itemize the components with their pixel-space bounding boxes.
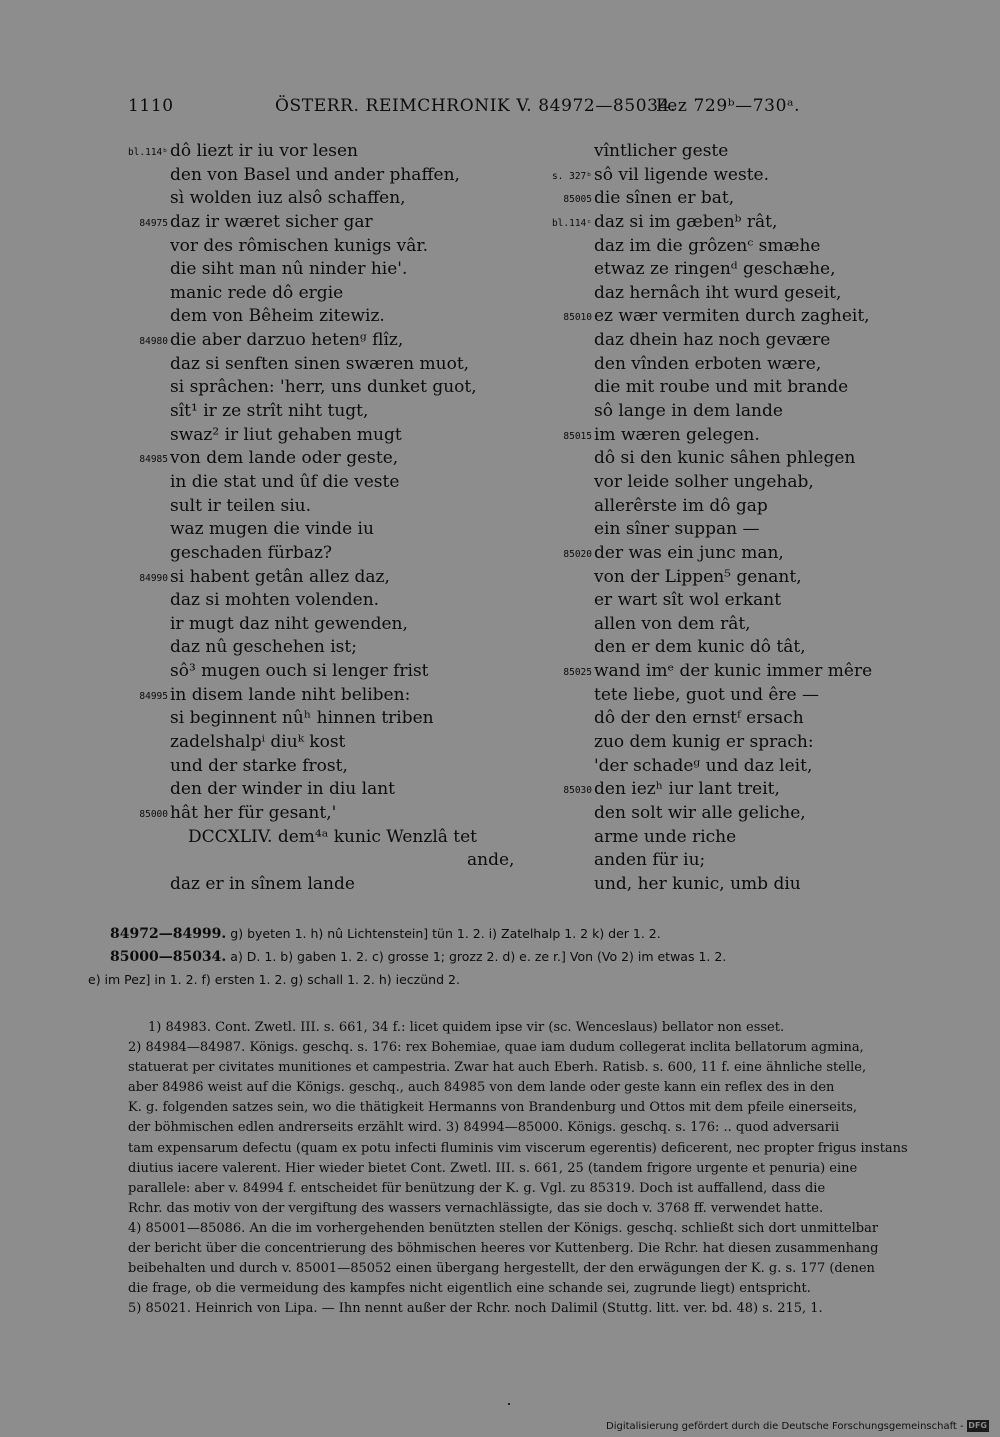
footnote-line: parallele: aber v. 84994 f. entscheidet für benützung der K. g. Vgl. zu 85319. Doch ist auffallend, dass die <box>128 1180 826 1196</box>
verse-line <box>80 258 550 282</box>
verse-text: daz si mohten volenden. <box>170 590 380 611</box>
verse-line <box>520 258 940 282</box>
verse-text: dô der den ernstᶠ ersach <box>594 708 804 729</box>
verse-text: vor leide solher ungehab, <box>594 471 814 492</box>
verse-text: den von Basel und ander phaffen, <box>170 164 460 185</box>
verse-line <box>80 353 550 377</box>
footnote-line: 2) 84984—84987. Königs. geschq. s. 176: rex Bohemiae, quae iam dudum collegerat inclita bellatorum agmina, <box>128 1040 864 1056</box>
verse-line <box>520 400 940 424</box>
footnote-line: beibehalten und durch v. 85001—85052 einen übergang hergestellt, der den erwägungen der K. g. s. 177 (denen <box>128 1261 875 1277</box>
footnote-line: der böhmischen edlen andrerseits erzählt wird. 3) 84994—85000. Königs. geschq. s. 176: .. quod adversarii <box>128 1120 840 1136</box>
verse-line <box>520 353 940 377</box>
verse-line <box>80 376 550 400</box>
verse-text: allen von dem rât, <box>594 613 751 634</box>
verse-line <box>520 566 940 590</box>
verse-line <box>80 518 550 542</box>
verse-line <box>520 282 940 306</box>
verse-line <box>520 802 940 826</box>
verse-text: swaz² ir liut gehaben mugt <box>170 424 402 445</box>
verse-text: daz im die grôzenᶜ smæhe <box>594 235 821 256</box>
verse-text: sô lange in dem lande <box>594 401 783 422</box>
verse-text: si beginnent nûʰ hinnen triben <box>170 708 434 729</box>
verse-text: sì wolden iuz alsô schaffen, <box>170 188 406 209</box>
verse-text: von dem lande oder geste, <box>170 448 399 469</box>
variant-range: 84972—84999. <box>110 926 227 942</box>
footnote-line: 1) 84983. Cont. Zwetl. III. s. 661, 34 f.: licet quidem ipse vir (sc. Wenceslaus) bellator non esset. <box>148 1020 785 1035</box>
page-number: 1110 <box>128 96 174 116</box>
verse-text: vor des rômischen kunigs vâr. <box>170 235 429 256</box>
verse-text: dem von Bêheim zitewiz. <box>170 306 385 327</box>
verse-text: den vînden erboten wære, <box>594 353 822 374</box>
verse-line <box>520 140 940 164</box>
verse-line <box>520 376 940 400</box>
verse-text: den solt wir alle geliche, <box>594 802 806 823</box>
verse-text: si habent getân allez daz, <box>170 566 390 587</box>
verse-line <box>80 329 550 353</box>
line-marker: 84975 <box>139 217 168 229</box>
left-verse-column <box>80 140 550 897</box>
verse-line <box>80 873 550 897</box>
verse-line <box>520 164 940 188</box>
verse-line <box>80 707 550 731</box>
verse-line <box>80 424 550 448</box>
footnote-line: Rchr. das motiv von der vergiftung des wassers vernachlässigte, das sie doch v. 3768 ff. verwendet hatte. <box>128 1200 824 1216</box>
verse-line <box>80 613 550 637</box>
verse-line <box>80 778 550 802</box>
variant-range: 85000—85034. <box>110 949 227 965</box>
line-marker: 85015 <box>563 430 592 442</box>
verse-text: sô vil ligende weste. <box>594 164 769 185</box>
verse-line <box>520 873 940 897</box>
verse-line <box>520 849 940 873</box>
verse-text: in disem lande niht beliben: <box>170 684 411 705</box>
verse-line <box>80 802 550 826</box>
verse-line <box>80 447 550 471</box>
footnote-line: tam expensarum defectu (quam ex potu infecti fluminis vim viscerum egerentis) deficerent, nec propter frigus instans <box>128 1140 908 1156</box>
verse-text: und, her kunic, umb diu <box>594 873 801 894</box>
verse-line <box>520 211 940 235</box>
line-marker: s. 327ᵇ <box>551 170 592 182</box>
verse-line <box>80 187 550 211</box>
verse-line <box>520 187 940 211</box>
verse-text: den er dem kunic dô tât, <box>594 637 806 658</box>
verse-text: dô si den kunic sâhen phlegen <box>594 448 856 469</box>
line-marker: 84980 <box>139 336 168 348</box>
verse-text: die mit roube und mit brande <box>594 377 849 398</box>
verse-text: arme unde riche <box>594 826 737 847</box>
verse-text: und der starke frost, <box>170 755 348 776</box>
line-marker: 85030 <box>563 785 592 797</box>
verse-line <box>80 164 550 188</box>
verse-line <box>520 778 940 802</box>
line-marker: 85005 <box>563 194 592 206</box>
footnote-line: K. g. folgenden satzes sein, wo die thätigkeit Hermanns von Brandenburg und Ottos mit dem pfeile einerseits, <box>128 1100 858 1116</box>
variant-readings <box>88 922 960 991</box>
verse-line <box>80 400 550 424</box>
variant-text: a) D. 1. b) gaben 1. 2. c) grosse 1; grozz 2. d) e. ze r.] Von (Vo 2) im etwas 1. 2. <box>230 949 727 964</box>
verse-text: geschaden fürbaz? <box>170 542 333 563</box>
verse-text: waz mugen die vinde iu <box>170 519 374 540</box>
verse-text: etwaz ze ringenᵈ geschæhe, <box>594 259 836 280</box>
verse-line <box>520 542 940 566</box>
footnote-line: statuerat per civitates munitiones et campestria. Zwar hat auch Eberh. Ratisb. s. 600, 11 f. eine ähnliche stelle, <box>128 1060 867 1076</box>
verse-text: den der winder in diu lant <box>170 779 395 800</box>
verse-text: daz nû geschehen ist; <box>170 637 357 658</box>
verse-text: vîntlicher geste <box>594 141 729 161</box>
credit-text: Digitalisierung gefördert durch die Deutsche Forschungsgemeinschaft - <box>606 1421 964 1432</box>
verse-text: sô³ mugen ouch si lenger frist <box>170 661 429 682</box>
verse-text: ir mugt daz niht gewenden, <box>170 613 408 634</box>
verse-text: manic rede dô ergie <box>170 282 344 303</box>
verse-text: daz hernâch iht wurd geseit, <box>594 282 842 303</box>
verse-line <box>520 471 940 495</box>
verse-line <box>520 660 940 684</box>
verse-line <box>520 329 940 353</box>
verse-text: zuo dem kunig er sprach: <box>594 732 814 753</box>
verse-text: 'der schadeᵍ und daz leit, <box>594 755 813 776</box>
verse-line <box>80 849 550 873</box>
verse-line <box>520 707 940 731</box>
verse-line <box>520 235 940 259</box>
verse-text: anden für iu; <box>594 850 706 871</box>
footnote-line: die frage, ob die vermeidung des kampfes nicht eigentlich eine schande sei, zugrunde liegt) entspricht. <box>128 1281 811 1297</box>
verse-line <box>520 731 940 755</box>
verse-text: tete liebe, guot und êre — <box>594 684 820 705</box>
line-marker: 84990 <box>139 572 168 584</box>
variant-text: g) byeten 1. h) nû Lichtenstein] tün 1. 2. i) Zatelhalp 1. 2 k) der 1. 2. <box>230 926 661 941</box>
footnote-line: aber 84986 weist auf die Königs. geschq., auch 84985 von dem lande oder geste kann ein reflex des in den <box>128 1080 835 1096</box>
right-verse-column <box>520 140 940 897</box>
verse-line <box>520 447 940 471</box>
verse-line <box>80 542 550 566</box>
footnotes <box>128 1018 960 1319</box>
verse-text: daz er in sînem lande <box>170 873 355 894</box>
header-pez-reference: Pez 729ᵇ—730ᵃ. <box>656 96 801 116</box>
verse-line <box>520 684 940 708</box>
verse-text: dô liezt ir iu vor lesen <box>170 141 359 161</box>
verse-text: daz si senften sinen swæren muot, <box>170 353 470 374</box>
variant-line <box>110 945 960 968</box>
line-marker: bl.114ᶜ <box>551 217 592 229</box>
page-mark <box>508 1403 510 1405</box>
verse-text: er wart sît wol erkant <box>594 590 782 611</box>
footnote-line: der bericht über die concentrierung des böhmischen heeres vor Kuttenberg. Die Rchr. hat diesen zusammenhang <box>128 1241 879 1257</box>
line-marker: 85020 <box>563 548 592 560</box>
digitization-credit <box>606 1420 989 1432</box>
verse-text: der was ein junc man, <box>594 542 784 563</box>
verse-text: die siht man nû ninder hie'. <box>170 259 408 280</box>
verse-text: ein sîner suppan — <box>594 519 760 540</box>
verse-line <box>80 305 550 329</box>
verse-line <box>520 636 940 660</box>
verse-line <box>520 755 940 779</box>
verse-text: in die stat und ûf die veste <box>170 471 400 492</box>
verse-line <box>80 495 550 519</box>
verse-line <box>80 211 550 235</box>
variant-line <box>88 968 960 991</box>
verse-line <box>80 755 550 779</box>
variant-text: e) im Pez] in 1. 2. f) ersten 1. 2. g) schall 1. 2. h) ieczünd 2. <box>88 972 460 987</box>
verse-line <box>80 684 550 708</box>
dfg-logo: DFG <box>968 1421 987 1430</box>
verse-line <box>80 140 550 164</box>
verse-line <box>80 589 550 613</box>
verse-text: zadelshalpⁱ diuᵏ kost <box>170 732 346 753</box>
verse-line <box>80 660 550 684</box>
line-marker: bl.114ᵇ <box>127 147 168 158</box>
verse-text: si sprâchen: 'herr, uns dunket guot, <box>170 377 477 398</box>
verse-line <box>80 636 550 660</box>
verse-text: daz si im gæbenᵇ rât, <box>594 211 778 232</box>
line-marker: 84985 <box>139 454 168 466</box>
verse-line <box>80 282 550 306</box>
verse-text: von der Lippen⁵ genant, <box>594 566 802 587</box>
verse-text: daz dhein haz noch gevære <box>594 330 831 351</box>
verse-text: die sînen er bat, <box>594 188 735 209</box>
footnote-line: 5) 85021. Heinrich von Lipa. — Ihn nennt außer der Rchr. noch Dalimil (Stuttg. litt. ver. bd. 48) s. 215, 1. <box>128 1301 823 1317</box>
verse-line <box>520 495 940 519</box>
verse-text: allerêrste im dô gap <box>594 495 768 516</box>
line-marker: 85025 <box>563 667 592 679</box>
verse-line <box>520 826 940 850</box>
verse-text: hât her für gesant,' <box>170 802 337 823</box>
verse-line <box>520 518 940 542</box>
verse-line <box>520 613 940 637</box>
verse-text: im wæren gelegen. <box>594 424 760 445</box>
footnote-line: 4) 85001—85086. An die im vorhergehenden benützten stellen der Königs. geschq. schließt sich dort unmittelbar <box>128 1220 879 1236</box>
verse-line <box>80 471 550 495</box>
line-marker: 84995 <box>139 690 168 702</box>
footnote-line: diutius iacere valerent. Hier wieder bietet Cont. Zwetl. III. s. 661, 25 (tandem frigore urgente et penuria) eine <box>128 1160 858 1176</box>
verse-text: den iezʰ iur lant treit, <box>594 779 780 800</box>
verse-line <box>520 424 940 448</box>
verse-text: sult ir teilen siu. <box>170 495 312 516</box>
verse-text: ande, <box>467 850 515 871</box>
verse-line <box>80 566 550 590</box>
verse-text: daz ir wæret sicher gar <box>170 211 373 232</box>
variant-line <box>110 922 960 945</box>
verse-text: ez wær vermiten durch zagheit, <box>594 306 870 327</box>
line-marker: 85000 <box>139 808 168 820</box>
verse-line <box>520 305 940 329</box>
verse-text: wand imᵉ der kunic immer mêre <box>594 661 873 682</box>
verse-text: DCCXLIV. dem⁴ᵃ kunic Wenzlâ tet <box>188 826 478 847</box>
header-title: ÖSTERR. REIMCHRONIK V. 84972—85034. <box>275 96 677 116</box>
verse-line <box>80 235 550 259</box>
verse-line <box>80 731 550 755</box>
verse-text: die aber darzuo hetenᵍ flîz, <box>170 330 404 351</box>
line-marker: 85010 <box>563 312 592 324</box>
verse-line <box>520 589 940 613</box>
running-header <box>0 96 1000 122</box>
verse-text: sît¹ ir ze strît niht tugt, <box>170 401 369 422</box>
verse-line <box>80 826 550 850</box>
